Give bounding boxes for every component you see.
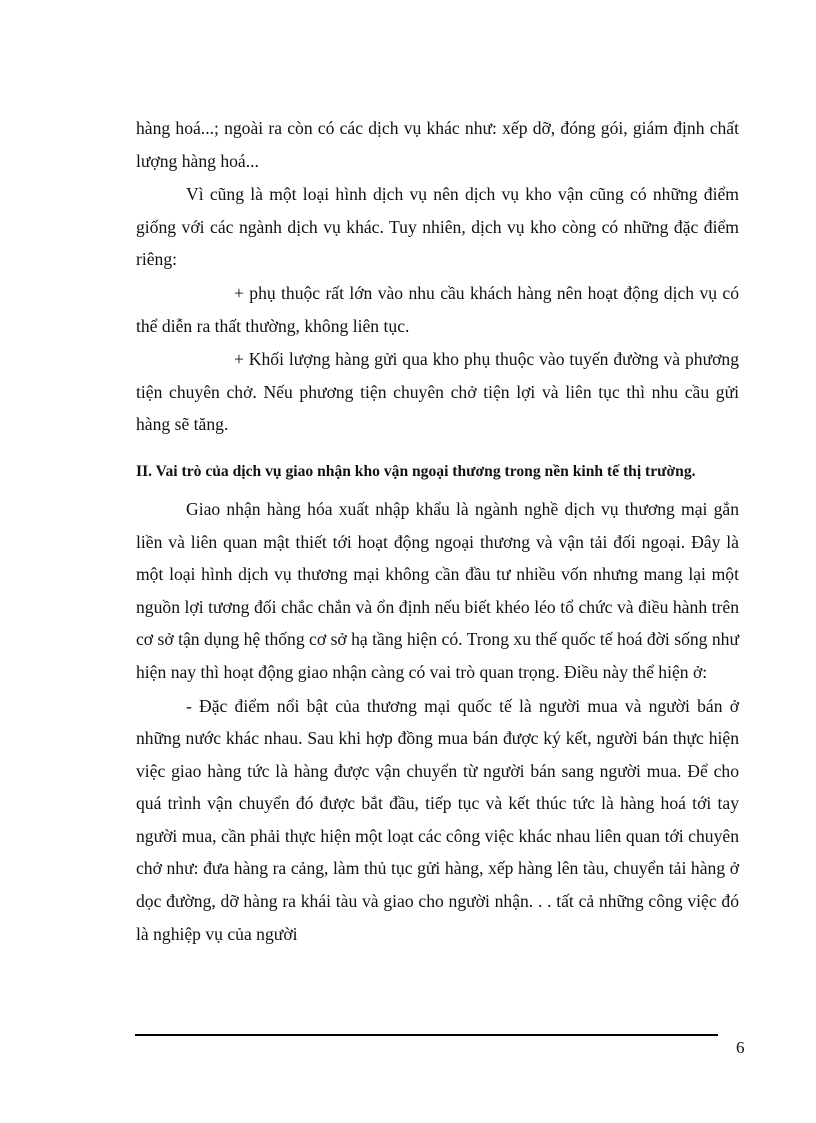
page-number: 6 xyxy=(736,1038,745,1057)
paragraph-bullet-volume: + Khối lượng hàng gửi qua kho phụ thuộc vào tuyến đường và phương tiện chuyên chở. Nếu phương tiện chuyên chở tiện lợi và liên tục thì nhu cầu gửi hàng sẽ tăng. xyxy=(136,349,739,435)
footer-divider xyxy=(135,1034,718,1036)
paragraph-continuation: hàng hoá...; ngoài ra còn có các dịch vụ khác như: xếp dỡ, đóng gói, giám định chất lượng hàng hoá... xyxy=(136,118,739,171)
paragraph-role-trade: - Đặc điểm nổi bật của thương mại quốc tế là người mua và người bán ở những nước khác nhau. Sau khi hợp đồng mua bán được ký kết, người bán thực hiện việc giao hàng tức là hàng được vận chuyển từ người bán sang người mua. Để cho quá trình vận chuyển đó được bắt đầu, tiếp tục và kết thúc tức là hàng hoá tới tay người mua, cần phải thực hiện một loạt các công việc khác nhau liên quan tới chuyên chở như: đưa hàng ra cảng, làm thủ tục gửi hàng, xếp hàng lên tàu, chuyển tải hàng ở dọc đường, dỡ hàng ra khái tàu và giao cho người nhận. . . tất cả những công việc đó là nghiệp vụ của người xyxy=(136,695,739,944)
paragraph-role-intro: Giao nhận hàng hóa xuất nhập khẩu là ngành nghề dịch vụ thương mại gắn liền và liên quan mật thiết tới hoạt động ngoại thương và vận tải đối ngoại. Đây là một loại hình dịch vụ thương mại không cần đầu tư nhiều vốn nhưng mang lại một nguồn lợi tương đối chắc chắn và ổn định nếu biết khéo léo tổ chức và điều hành trên cơ sở tận dụng hệ thống cơ sở hạ tầng hiện có. Trong xu thế quốc tế hoá đời sống như hiện nay thì hoạt động giao nhận càng có vai trò quan trọng. Điều này thể hiện ở: xyxy=(136,498,739,682)
section-heading: II. Vai trò của dịch vụ giao nhận kho vận ngoại thương trong nền kinh tế thị trường. xyxy=(136,462,696,480)
paragraph-bullet-demand: + phụ thuộc rất lớn vào nhu cầu khách hàng nên hoạt động dịch vụ có thể diễn ra thất thường, không liên tục. xyxy=(136,282,739,336)
page-body xyxy=(136,112,739,950)
paragraph-warehouse-service: Vì cũng là một loại hình dịch vụ nên dịch vụ kho vận cũng có những điểm giống với các ngành dịch vụ khác. Tuy nhiên, dịch vụ kho còng có những đặc điểm riêng: xyxy=(136,184,739,270)
